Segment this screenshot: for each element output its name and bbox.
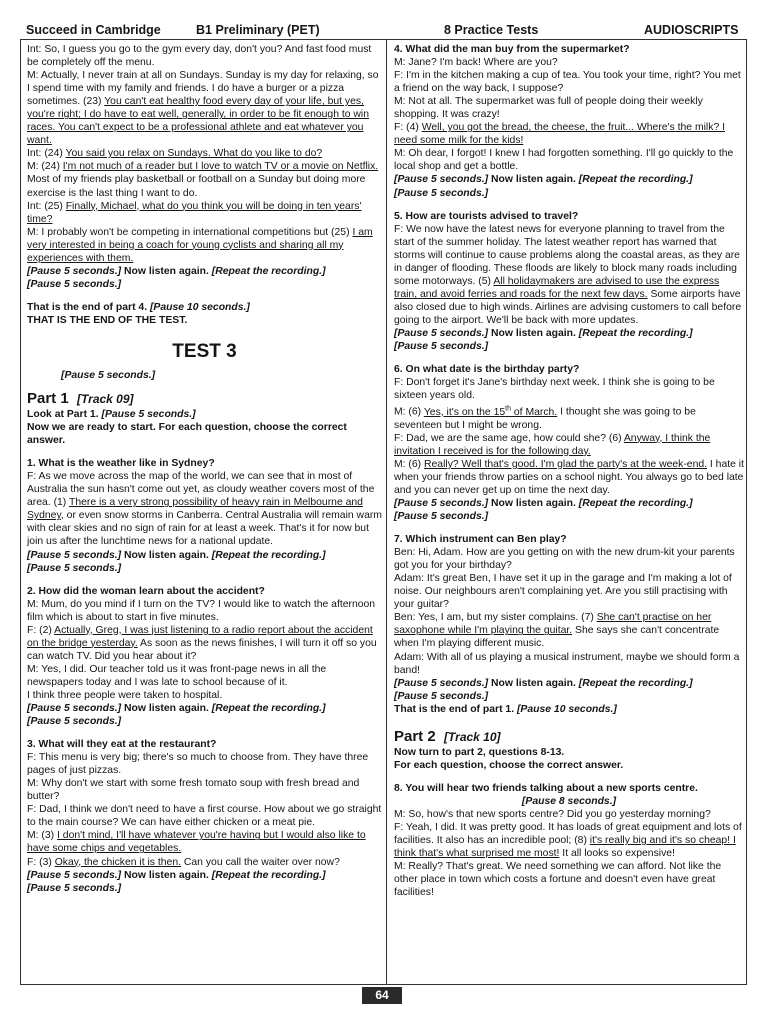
book-title: Succeed in Cambridge <box>26 23 161 37</box>
stage-direction: [Pause 5 seconds.] <box>61 369 156 381</box>
stage-direction: [Pause 5 seconds.] <box>394 187 489 199</box>
paragraph: F: We now have the latest news for everyone planning to travel from the start of the summer holiday. The latest weather report has warned that storms will continue to cause problems along the coastal areas, as they are in danger of flooding. These floods are likely to block many roads including some motorways. (5) All holidaymakers are advised to use the express train, and avoid ferries and roads for the next few days. Some airports have also closed due to high winds. Airlines are advising customers to call before going to the airport. We'll be back with more updates. <box>394 223 742 326</box>
paragraph: M: So, how's that new sports centre? Did you go yesterday morning? <box>394 808 711 820</box>
stage-direction: [Pause 5 seconds.] Now listen again. [Repeat the recording.] <box>394 174 693 186</box>
paragraph: Ben: Yes, I am, but my sister complains. (7) She can't practise on her saxophone while I'm playing the guitar. She says she can't concentrate when I'm playing different music. <box>394 612 720 650</box>
question-heading: 2. How did the woman learn about the accident? <box>27 585 265 597</box>
left-column <box>27 43 382 895</box>
end-of-part: That is the end of part 1. [Pause 10 seconds.] <box>394 703 617 715</box>
instruction: Now turn to part 2, questions 8-13. <box>394 746 565 758</box>
paragraph: M: Really? That's great. We need something we can afford. Not like the other place in town which costs a fortune and doesn't even have great facilities! <box>394 861 722 899</box>
instruction: Now we are ready to start. For each question, choose the correct answer. <box>27 422 347 447</box>
question-heading: 3. What will they eat at the restaurant? <box>27 739 217 751</box>
stage-direction: [Pause 5 seconds.] Now listen again. [Repeat the recording.] <box>394 327 693 339</box>
paragraph: F: As we move across the map of the world, we can see that in most of Australia the sun hasn't come out yet, as cloudy weather covers most of the area. (1) There is a very strong possibility of heavy rain in Melbourne and Sydney, or even snow storms in Canberra. Central Australia will remain warm with clear skies and no sign of rain for at least a week. That's it for now but join us after the lunchtime news for a national update. <box>27 471 382 548</box>
paragraph: I think three people were taken to hospital. <box>27 689 223 701</box>
paragraph: M: Not at all. The supermarket was full of people doing their weekly shopping. It was crazy! <box>394 96 703 121</box>
stage-direction: [Pause 8 seconds.] <box>521 795 617 807</box>
paragraph: F: This menu is very big; there's so much to choose from. They have three pages of just pizzas. <box>27 752 369 777</box>
paragraph: M: Why don't we start with some fresh tomato soup with fresh bread and butter? <box>27 778 360 803</box>
stage-direction: [Pause 5 seconds.] <box>27 278 122 290</box>
part-heading: Part 2 [Track 10] <box>394 727 501 745</box>
section-title: AUDIOSCRIPTS <box>644 23 739 37</box>
stage-direction: [Pause 5 seconds.] <box>394 341 489 353</box>
paragraph: Int: (24) You said you relax on Sundays. What do you like to do? <box>27 148 323 160</box>
paragraph: M: Mum, do you mind if I turn on the TV? I would like to watch the afternoon film which is about to start in five minutes. <box>27 598 376 623</box>
question-heading: 5. How are tourists advised to travel? <box>394 210 579 222</box>
paragraph: F: Dad, I think we don't need to have a first course. How about we go straight to the main course? We can have either chicken or a meat pie. <box>27 804 382 829</box>
paragraph: F: (2) Actually, Greg, I was just listening to a radio report about the accident on the bridge yesterday. As soon as the news finishes, I will turn it off so you can watch TV. Did you hear about it? <box>27 624 377 662</box>
page-header <box>24 0 746 38</box>
paragraph: Adam: With all of us playing a musical instrument, maybe we should form a band! <box>394 651 740 676</box>
test-title: TEST 3 <box>172 340 237 362</box>
stage-direction: [Pause 5 seconds.] Now listen again. [Repeat the recording.] <box>394 498 693 510</box>
question-heading: 7. Which instrument can Ben play? <box>394 534 567 546</box>
stage-direction: [Pause 5 seconds.] <box>394 690 489 702</box>
question-heading: 1. What is the weather like in Sydney? <box>27 458 215 470</box>
stage-direction: [Pause 5 seconds.] <box>27 882 122 894</box>
part-heading: Part 1 [Track 09] <box>27 390 134 408</box>
stage-direction: [Pause 5 seconds.] Now listen again. [Repeat the recording.] <box>27 549 326 561</box>
paragraph: M: I probably won't be competing in international competitions but (25) I am very interested in being a coach for young cyclists and sharing all my experiences with them. <box>27 226 373 264</box>
stage-direction: [Pause 5 seconds.] <box>27 562 122 574</box>
right-column <box>394 43 744 899</box>
paragraph: F: (4) Well, you got the bread, the cheese, the fruit... Where's the milk? I need some milk for the kids! <box>394 122 725 147</box>
paragraph: M: Actually, I never train at all on Sundays. Sunday is my day for relaxing, so I spend time with my family and friends. I do have a burger or a pizza sometimes. (23) You can't eat healthy food every day of your life, but yes, you're right; I do have to eat well, generally, in order to be fit enough to win races. You can't expect to be a professional athlete and eat whatever you want. <box>27 70 379 147</box>
paragraph: F: (3) Okay, the chicken it is then. Can you call the waiter over now? <box>27 856 340 868</box>
paragraph: Adam: It's great Ben, I have set it up in the garage and I'm making a lot of noise. Our neighbours aren't complaining yet. Are you still practising with your guitar? <box>394 573 732 611</box>
page-number: 64 <box>362 987 402 1004</box>
question-heading: 8. You will hear two friends talking about a new sports centre. <box>394 782 698 794</box>
tests-title: 8 Practice Tests <box>444 23 539 37</box>
paragraph: M: (24) I'm not much of a reader but I love to watch TV or a movie on Netflix. Most of my friends play basketball or football on a Sunday but doing more exercise is the last thing I want to do. <box>27 161 379 199</box>
end-of-test: THAT IS THE END OF THE TEST. <box>27 314 188 326</box>
paragraph: M: (6) Yes, it's on the 15th of March. I thought she was going to be seventeen but I might be wrong. <box>394 405 696 431</box>
paragraph: M: (6) Really? Well that's good. I'm glad the party's at the week-end. I hate it when your friends throw parties on a school night. You always go to bed late and you can never get up on time the next day. <box>394 458 744 496</box>
paragraph: F: Dad, we are the same age, how could she? (6) Anyway, I think the invitation I received is for the following day. <box>394 432 711 457</box>
stage-direction: [Pause 5 seconds.] <box>394 511 489 523</box>
paragraph: M: Jane? I'm back! Where are you? <box>394 57 558 69</box>
paragraph: F: I'm in the kitchen making a cup of tea. You took your time, right? You met a friend on the way back, I suppose? <box>394 70 741 95</box>
question-heading: 4. What did the man buy from the supermarket? <box>394 44 630 55</box>
paragraph: F: Yeah, I did. It was pretty good. It has loads of great equipment and lots of facilities. It also has an incredible pool; (8) it's really big and it's so cheap! I think that's what surprised me most! It all looks so expensive! <box>394 822 742 860</box>
paragraph: M: Yes, I did. Our teacher told us it was front-page news in all the newspapers today and I was late to school because of it. <box>27 663 327 688</box>
end-of-part: That is the end of part 4. [Pause 10 seconds.] <box>27 301 250 313</box>
stage-direction: [Pause 5 seconds.] Now listen again. [Repeat the recording.] <box>27 869 326 881</box>
stage-direction: [Pause 5 seconds.] <box>27 716 122 728</box>
paragraph: Int: (25) Finally, Michael, what do you think you will be doing in ten years' time? <box>27 200 362 225</box>
question-heading: 6. On what date is the birthday party? <box>394 364 580 376</box>
stage-direction: [Pause 5 seconds.] Now listen again. [Repeat the recording.] <box>27 265 326 277</box>
level-title: B1 Preliminary (PET) <box>196 23 320 37</box>
stage-direction: [Pause 5 seconds.] Now listen again. [Repeat the recording.] <box>27 703 326 715</box>
stage-direction: [Pause 5 seconds.] Now listen again. [Repeat the recording.] <box>394 677 693 689</box>
paragraph: Int: So, I guess you go to the gym every day, don't you? And fast food must be completely off the menu. <box>27 44 372 69</box>
paragraph: F: Don't forget it's Jane's birthday next week. I think she is going to be sixteen years old. <box>394 377 715 402</box>
paragraph: Ben: Hi, Adam. How are you getting on with the new drum-kit your parents got you for your birthday? <box>394 547 735 572</box>
instruction: For each question, choose the correct answer. <box>394 759 624 771</box>
column-divider <box>386 40 387 984</box>
instruction: Look at Part 1. [Pause 5 seconds.] <box>27 409 196 421</box>
paragraph: M: Oh dear, I forgot! I knew I had forgotten something. I'll go quickly to the local shop and get a bottle. <box>394 148 734 173</box>
paragraph: M: (3) I don't mind, I'll have whatever you're having but I would also like to have some chips and vegetables. <box>27 830 366 855</box>
